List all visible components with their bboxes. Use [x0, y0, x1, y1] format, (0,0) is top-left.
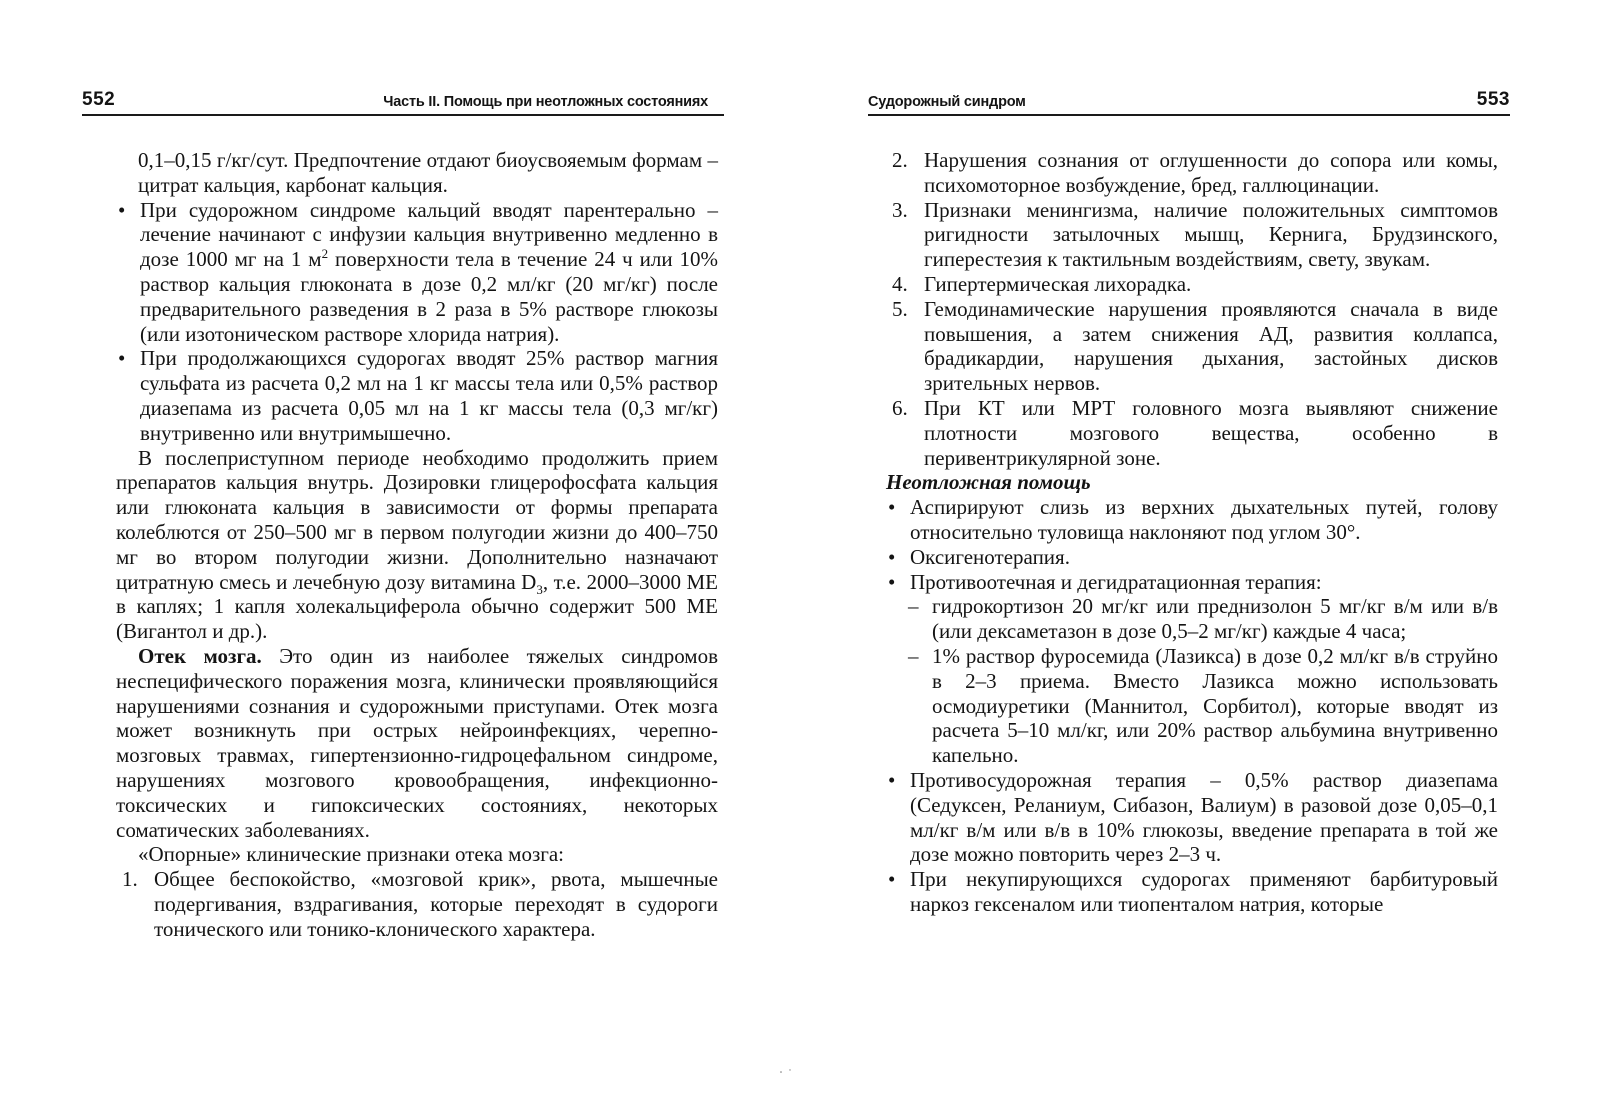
continued-paragraph: 0,1–0,15 г/кг/сут. Предпочтение отдают биоусвояемым формам – цитрат кальция, карбонат кальция.	[138, 148, 718, 197]
item-number: 2.	[892, 148, 908, 172]
bullet-text: поверхности тела в течение 24 ч или 10% раствор кальция глюконата в дозе 0,2 мл/кг (20 мг/кг) после предварительного разведения в 2 раза в 5% растворе глюкозы (или изотоническом растворе хлорида натрия).	[140, 247, 718, 346]
item-number: 5.	[892, 296, 908, 321]
bullet-item: • При продолжающихся судорогах вводят 25% раствор магния сульфата из расчета 0,2 мл на 1 кг массы тела или 0,5% раствор диазепама из расчета 0,05 мл на 1 кг массы тела (0,3 мг/кг) внутривенно или внутримышечно.	[116, 346, 718, 445]
numbered-item	[886, 148, 1498, 198]
running-header-left	[82, 88, 724, 116]
section-heading: Неотложная помощь	[886, 470, 1091, 495]
right-page-text	[886, 148, 1498, 917]
dash-item: – 1% раствор фуросемида (Лазикса) в дозе 0,2 мл/кг в/в струйно в 2–3 приема. Вместо Лазикса можно использовать осмодиуретики (Маннитол, Сорбитол), которые вводят из расчета 5–10 мл/кг, или 20% раствор альбумина внутривенно капельно.	[886, 644, 1498, 768]
bullet-item: • Оксигенотерапия.	[886, 545, 1498, 570]
paragraph-text: В послеприступном периоде необходимо продолжить прием препаратов кальция внутрь. Дозировки глицерофосфата кальция или глюконата кальция в зависимости от формы препарата колеблются от 250–500 мг в первом полугодии жизни до 400–750 мг во втором полугодии жизни. Дополнительно назначают цитратную смесь и лечебную дозу витамина D	[116, 445, 718, 594]
paragraph: «Опорные» клинические признаки отека мозга:	[138, 842, 565, 867]
dash-item: – гидрокортизон 20 мг/кг или преднизолон 5 мг/кг в/м или в/в (или дексаметазон в дозе 0,5–2 мг/кг) каждые 4 часа;	[886, 594, 1498, 644]
bullet-item: • Противосудорожная терапия – 0,5% раствор диазепама (Седуксен, Реланиум, Сибазон, Валиум) в разовой дозе 0,05–0,1 мл/кг в/м или в/в в 10% глюкозы, введение препарата в той же дозе можно повторить через 2–3 ч.	[886, 768, 1498, 867]
running-header-right	[868, 88, 1510, 116]
bullet-item	[116, 198, 718, 347]
item-number: 4.	[892, 271, 908, 296]
paragraph	[116, 644, 718, 842]
running-title: Судорожный синдром	[868, 94, 1026, 110]
subscript: 3	[536, 581, 543, 597]
numbered-item	[886, 272, 1498, 297]
item-text: Общее беспокойство, «мозговой крик», рвота, мышечные подергивания, вздрагивания, которые переходят в судороги тонического или тонико-клонического характера.	[154, 867, 718, 941]
item-text: При КТ или МРТ головного мозга выявляют снижение плотности мозгового вещества, особенно в перивентрикулярной зоне.	[924, 395, 1498, 470]
item-number: 3.	[892, 197, 908, 222]
item-text: Нарушения сознания от оглушенности до сопора или комы, психомоторное возбуждение, бред, галлюцинации.	[924, 148, 1498, 197]
term-heading: Отек мозга.	[138, 643, 262, 668]
page-number: 553	[1476, 89, 1510, 110]
item-text: Гипертермическая лихорадка.	[924, 271, 1192, 296]
bullet-item: • Аспирируют слизь из верхних дыхательных путей, голову относительно туловища наклоняют под углом 30°.	[886, 495, 1498, 545]
superscript: 2	[321, 246, 329, 262]
paragraph-text: , т.е. 2000–3000 МЕ в каплях; 1 капля холекальциферола обычно содержит 500 МЕ (Вигантол и др.).	[116, 569, 719, 644]
numbered-item	[116, 867, 718, 941]
numbered-item	[886, 198, 1498, 272]
numbered-item	[886, 396, 1498, 470]
page-number: 552	[82, 89, 116, 110]
bullet-text: При судорожном синдроме кальций вводят парентерально – лечение начинают с инфузии кальция внутривенно медленно в дозе 1000 мг на 1 м	[140, 197, 718, 272]
item-number: 6.	[892, 395, 908, 420]
left-page-text	[116, 148, 718, 942]
right-page	[800, 0, 1600, 1097]
numbered-item	[886, 297, 1498, 396]
running-title: Часть II. Помощь при неотложных состояниях	[383, 94, 708, 110]
scan-specks	[778, 1068, 794, 1074]
item-text: Гемодинамические нарушения проявляются сначала в виде повышения, а затем снижения АД, развития коллапса, брадикардии, нарушения дыхания, застойных дисков зрительных нервов.	[924, 296, 1498, 396]
paragraph	[116, 446, 718, 644]
item-text: Признаки менингизма, наличие положительных симптомов ригидности затылочных мышц, Кернига, Брудзинского, гиперестезия к тактильным воздействиям, свету, звукам.	[924, 197, 1498, 272]
bullet-item: • При некупирующихся судорогах применяют барбитуровый наркоз гексеналом или тиопенталом натрия, которые	[886, 867, 1498, 917]
item-number: 1.	[122, 867, 138, 892]
paragraph-text: Это один из наиболее тяжелых синдромов неспецифического поражения мозга, клинически проявляющийся нарушениями сознания и судорожными приступами. Отек мозга может возникнуть при острых нейроинфекциях, черепно-мозговых травмах, гипертензионно-гидроцефальном синдроме, нарушениях мозгового кровообращения, инфекционно-токсических и гипоксических состояниях, некоторых соматических заболеваниях.	[116, 643, 719, 842]
bullet-item: • Противоотечная и дегидратационная терапия:	[886, 570, 1498, 595]
